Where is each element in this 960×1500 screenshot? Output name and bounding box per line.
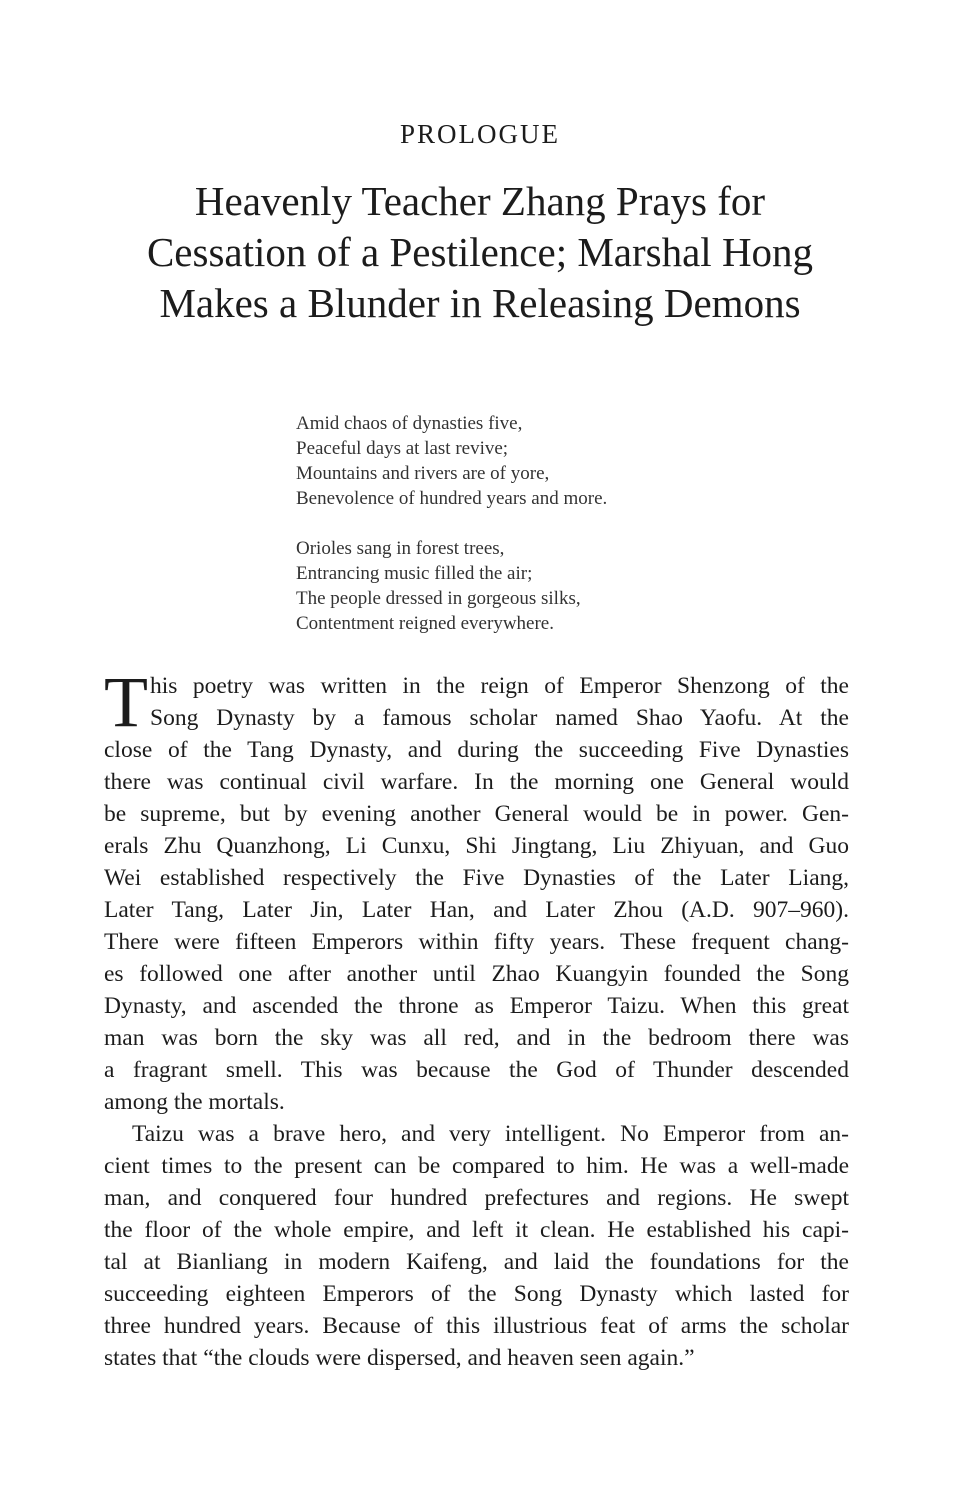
poem-line: Amid chaos of dynasties five, (296, 413, 523, 434)
poem-line: Benevolence of hundred years and more. (296, 488, 608, 509)
paragraph-2-line: cient times to the present can be compared to him. He was a well-made (104, 1153, 849, 1179)
paragraph-2-line: three hundred years. Because of this illustrious feat of arms the scholar (104, 1313, 849, 1339)
paragraph-1-line: be supreme, but by evening another General would be in power. Gen- (104, 801, 849, 827)
drop-cap: T (104, 662, 148, 742)
poem-line: Peaceful days at last revive; (296, 438, 509, 459)
paragraph-1-line: Wei established respectively the Five Dynasties of the Later Liang, (104, 865, 849, 891)
paragraph-1-line: a fragrant smell. This was because the God of Thunder descended (104, 1057, 849, 1083)
paragraph-2-line: states that “the clouds were dispersed, and heaven seen again.” (104, 1345, 695, 1371)
paragraph-2-line: man, and conquered four hundred prefectures and regions. He swept (104, 1185, 849, 1211)
title-line: Makes a Blunder in Releasing Demons (159, 280, 801, 326)
body-text (104, 662, 849, 1374)
paragraph-1-line: there was continual civil warfare. In the morning one General would (104, 769, 849, 795)
paragraph-2-line: succeeding eighteen Emperors of the Song Dynasty which lasted for (104, 1281, 849, 1307)
paragraph-1-line: Song Dynasty by a famous scholar named Shao Yaofu. At the (150, 705, 849, 731)
paragraph-1-line: his poetry was written in the reign of Emperor Shenzong of the (150, 673, 849, 699)
chapter-label: PROLOGUE (399, 119, 560, 149)
poem-stanza-1 (296, 411, 716, 511)
poem-line: The people dressed in gorgeous silks, (296, 588, 581, 609)
paragraph-1-line: close of the Tang Dynasty, and during the succeeding Five Dynasties (104, 737, 849, 763)
poem-line: Mountains and rivers are of yore, (296, 463, 550, 484)
paragraph-1-line: Later Tang, Later Jin, Later Han, and Later Zhou (A.D. 907–960). (104, 897, 849, 923)
paragraph-2-line: the floor of the whole empire, and left it clean. He established his capi- (104, 1217, 849, 1243)
paragraph-1-line: among the mortals. (104, 1089, 285, 1115)
paragraph-1-line: erals Zhu Quanzhong, Li Cunxu, Shi Jingtang, Liu Zhiyuan, and Guo (104, 833, 849, 859)
chapter-title (80, 176, 880, 329)
paragraph-1-line: Dynasty, and ascended the throne as Emperor Taizu. When this great (104, 993, 849, 1019)
title-line: Heavenly Teacher Zhang Prays for (194, 178, 766, 224)
poem-stanza-2 (296, 536, 716, 636)
poem-line: Contentment reigned everywhere. (296, 613, 554, 634)
paragraph-2-line: tal at Bianliang in modern Kaifeng, and laid the foundations for the (104, 1249, 849, 1275)
title-line: Cessation of a Pestilence; Marshal Hong (146, 229, 814, 275)
paragraph-1-line: es followed one after another until Zhao Kuangyin founded the Song (104, 961, 849, 987)
paragraph-1-line: There were fifteen Emperors within fifty years. These frequent chang- (104, 929, 849, 955)
paragraph-2-line: Taizu was a brave hero, and very intelligent. No Emperor from an- (132, 1121, 849, 1147)
poem-line: Entrancing music filled the air; (296, 563, 533, 584)
poem-line: Orioles sang in forest trees, (296, 538, 505, 559)
paragraph-1-line: man was born the sky was all red, and in the bedroom there was (104, 1025, 849, 1051)
